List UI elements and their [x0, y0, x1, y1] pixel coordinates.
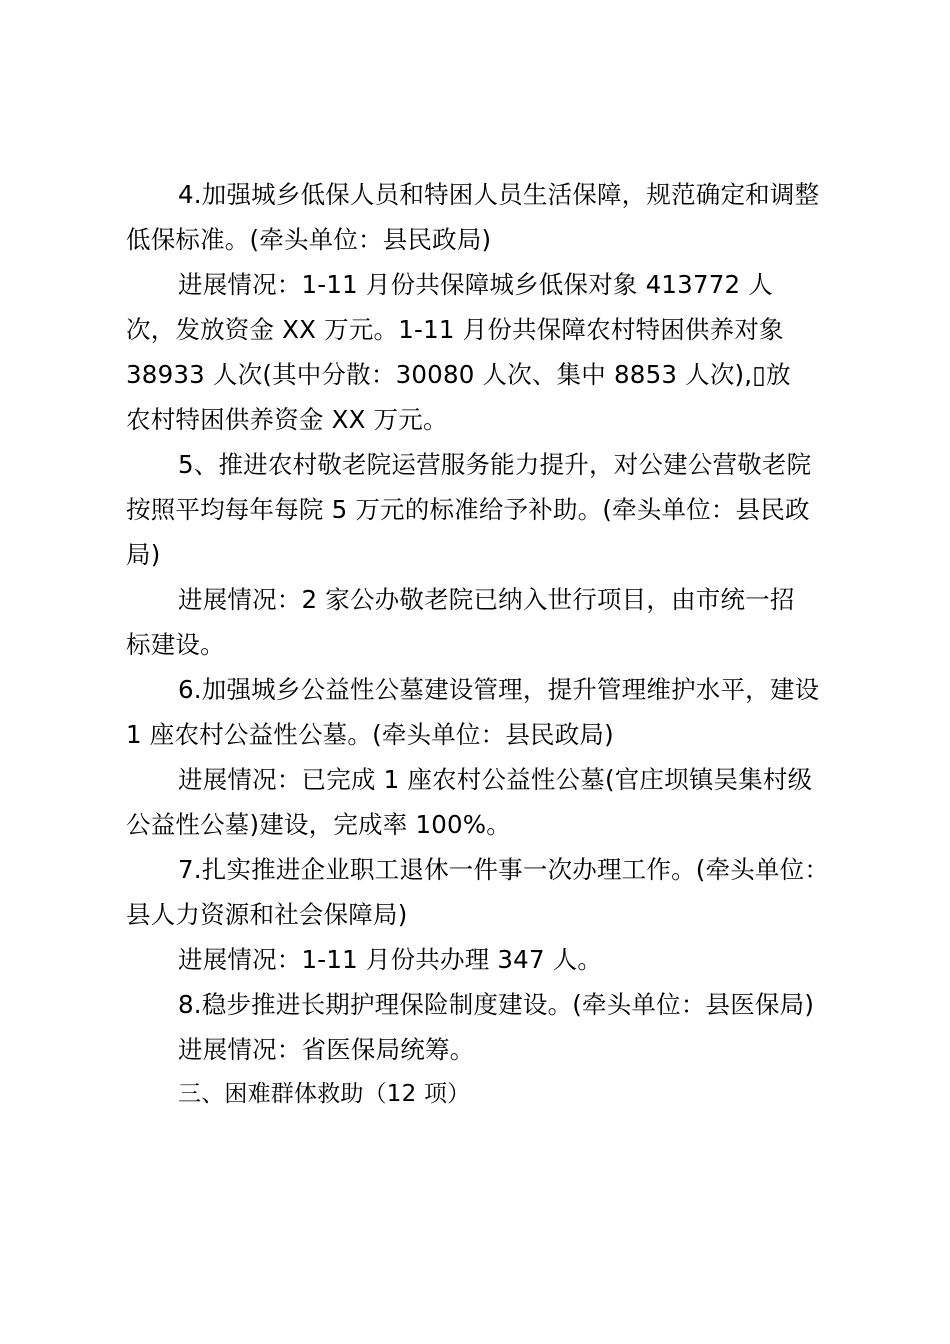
- item-4-progress-line-2: 次，发放资金 XX 万元。1-11 月份共保障农村特困供养对象: [126, 315, 784, 344]
- item-4-title-line-1: 4.加强城乡低保人员和特困人员生活保障，规范确定和调整: [178, 180, 820, 209]
- item-8-title-line: 8.稳步推进长期护理保险制度建设。(牵头单位：县医保局): [178, 990, 815, 1019]
- item-7-title-line-2: 县人力资源和社会保障局): [126, 900, 408, 929]
- item-5-title-line-1: 5、推进农村敬老院运营服务能力提升，对公建公营敬老院: [178, 450, 812, 479]
- item-6-progress-line-2: 公益性公墓)建设，完成率 100%。: [126, 810, 511, 839]
- item-4-progress-line-4: 农村特困供养资金 XX 万元。: [126, 405, 448, 434]
- item-6-progress-line-1: 进展情况：已完成 1 座农村公益性公墓(官庄坝镇吴集村级: [178, 765, 813, 794]
- item-5-progress-line-2: 标建设。: [126, 630, 225, 659]
- document-body: [126, 172, 836, 1117]
- item-4-title-line-2: 低保标准。(牵头单位：县民政局): [126, 225, 492, 254]
- item-4-progress-line-1: 进展情况：1-11 月份共保障城乡低保对象 413772 人: [178, 270, 773, 299]
- item-6-title-line-2: 1 座农村公益性公墓。(牵头单位：县民政局): [126, 720, 614, 749]
- item-5-title-line-3: 局): [126, 540, 161, 569]
- section-3-heading: 三、困难群体救助（12 项）: [178, 1081, 471, 1107]
- item-8-progress-line: 进展情况：省医保局统筹。: [178, 1035, 475, 1064]
- item-4-progress-line-3: 38933 人次(其中分散：30080 人次、集中 8853 人次),▯放: [126, 360, 791, 389]
- item-7-progress-line: 进展情况：1-11 月份共办理 347 人。: [178, 945, 603, 974]
- item-6-title-line-1: 6.加强城乡公益性公墓建设管理，提升管理维护水平，建设: [178, 675, 820, 704]
- item-7-title-line-1: 7.扎实推进企业职工退休一件事一次办理工作。(牵头单位：: [178, 855, 830, 884]
- item-5-progress-line-1: 进展情况：2 家公办敬老院已纳入世行项目，由市统一招: [178, 585, 795, 614]
- item-5-title-line-2: 按照平均每年每院 5 万元的标准给予补助。(牵头单位：县民政: [126, 495, 810, 524]
